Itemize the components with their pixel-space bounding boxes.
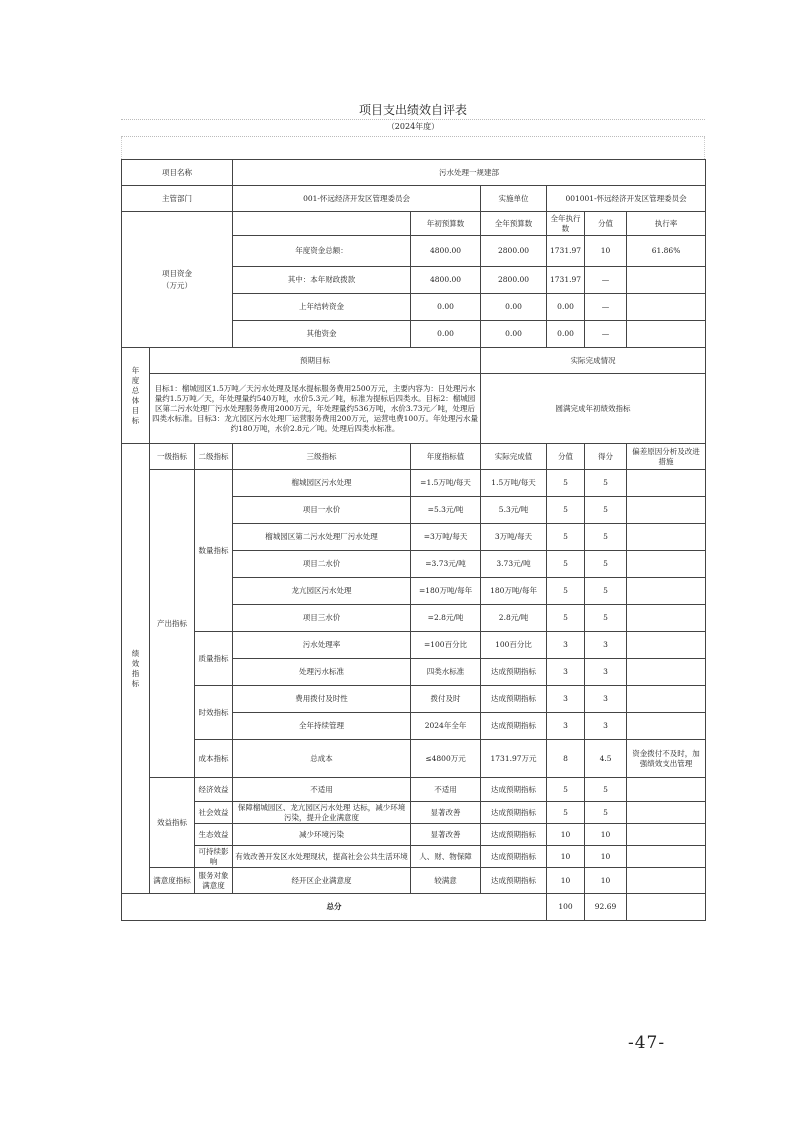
total-row <box>122 894 706 921</box>
timeliness-label: 时效指标 <box>195 686 233 740</box>
benefit-label: 效益指标 <box>150 778 195 868</box>
header-annual: 全年预算数 <box>481 212 547 236</box>
benefit-reason <box>627 824 706 846</box>
fund-annual: 2800.00 <box>481 267 547 294</box>
indicator-reason <box>627 605 706 632</box>
benefit-score: 10 <box>585 824 627 846</box>
satisfaction-level2: 服务对象满意度 <box>195 868 233 894</box>
indicator-target: 2024年全年 <box>411 713 481 740</box>
header-level1: 一级指标 <box>150 444 195 470</box>
indicator-score: 5 <box>585 497 627 524</box>
page-number: -47- <box>628 1033 666 1053</box>
satisfaction-label: 满意度指标 <box>150 868 195 894</box>
indicator-weight: 3 <box>547 686 585 713</box>
satisfaction-weight: 10 <box>547 868 585 894</box>
benefit-target: 显著改善 <box>411 802 481 824</box>
fund-weight: — <box>585 321 627 348</box>
indicator-name: 处理污水标准 <box>233 659 411 686</box>
benefit-target: 显著改善 <box>411 824 481 846</box>
header-weight: 分值 <box>585 212 627 236</box>
benefit-score: 5 <box>585 802 627 824</box>
fund-annual: 0.00 <box>481 321 547 348</box>
fund-initial: 0.00 <box>411 294 481 321</box>
header-level2: 二级指标 <box>195 444 233 470</box>
indicator-actual: 达成预期指标 <box>481 713 547 740</box>
header-reason: 偏差原因分析及改进措施 <box>627 444 706 470</box>
fund-rate: 61.86% <box>627 236 706 267</box>
row-funds-header <box>122 212 706 236</box>
fund-weight: — <box>585 294 627 321</box>
indicator-name: 榴城园区第二污水处理厂污水处理 <box>233 524 411 551</box>
benefit-actual: 达成预期指标 <box>481 802 547 824</box>
indicator-target: =3万吨/每天 <box>411 524 481 551</box>
indicator-weight: 5 <box>547 578 585 605</box>
fund-initial: 0.00 <box>411 321 481 348</box>
benefit-weight: 5 <box>547 778 585 802</box>
benefit-target: 不适用 <box>411 778 481 802</box>
fund-executed: 1731.97 <box>547 236 585 267</box>
fund-annual: 0.00 <box>481 294 547 321</box>
indicator-actual: 3万吨/每天 <box>481 524 547 551</box>
impl-value: 001001-怀远经济开发区管理委员会 <box>547 186 706 212</box>
indicator-target: =1.5万吨/每天 <box>411 470 481 497</box>
indicator-name: 污水处理率 <box>233 632 411 659</box>
benefit-weight: 5 <box>547 802 585 824</box>
header-initial: 年初预算数 <box>411 212 481 236</box>
benefit-row <box>122 824 706 846</box>
benefit-target: 人、财、物保障 <box>411 846 481 868</box>
total-label: 总分 <box>122 894 547 921</box>
indicator-weight: 3 <box>547 632 585 659</box>
goal-expected-text: 目标1：榴城园区1.5万吨／天污水处理及尾水提标服务费用2500万元，主要内容为：日处理污水量约1.5万吨／天，年处理量约540万吨，水价5.3元／吨，标准为提标后四类水。目标2：榴城园区第二污水处理厂污水处理服务费用2000万元，年处理量约536万吨，水价3.73元／吨，处理后四类水标准。目标3：龙亢园区污水处理厂运营服务费用200万元，运营电费100万。年处理污水量约180万吨，水价2.8元／吨。处理后四类水标准。 <box>150 374 481 444</box>
indicator-weight: 5 <box>547 605 585 632</box>
indicator-weight: 8 <box>547 740 585 778</box>
benefit-row <box>122 778 706 802</box>
dept-value: 001-怀远经济开发区管理委员会 <box>233 186 481 212</box>
row-indicator-header <box>122 444 706 470</box>
header-actual: 实际完成值 <box>481 444 547 470</box>
row-goal-header <box>122 348 706 374</box>
fund-weight: — <box>585 267 627 294</box>
dept-label: 主管部门 <box>122 186 233 212</box>
indicator-weight: 5 <box>547 497 585 524</box>
satisfaction-actual: 达成预期指标 <box>481 868 547 894</box>
indicator-target: =5.3元/吨 <box>411 497 481 524</box>
indicator-score: 5 <box>585 470 627 497</box>
cost-label: 成本指标 <box>195 740 233 778</box>
header-ind-score: 得分 <box>585 444 627 470</box>
fund-annual: 2800.00 <box>481 236 547 267</box>
indicator-actual: 2.8元/吨 <box>481 605 547 632</box>
benefit-reason <box>627 778 706 802</box>
total-weight: 100 <box>547 894 585 921</box>
indicator-target: 四类水标准 <box>411 659 481 686</box>
indicator-reason <box>627 470 706 497</box>
indicator-name: 榴城园区污水处理 <box>233 470 411 497</box>
indicator-name: 全年持续管理 <box>233 713 411 740</box>
fund-executed: 0.00 <box>547 294 585 321</box>
indicator-reason <box>627 497 706 524</box>
indicator-actual: 3.73元/吨 <box>481 551 547 578</box>
satisfaction-row <box>122 868 706 894</box>
indicator-actual: 1.5万吨/每天 <box>481 470 547 497</box>
indicator-name: 费用拨付及时性 <box>233 686 411 713</box>
indicator-actual: 1731.97万元 <box>481 740 547 778</box>
benefit-reason <box>627 846 706 868</box>
table-body <box>122 160 706 921</box>
indicator-score: 3 <box>585 659 627 686</box>
fund-executed: 0.00 <box>547 321 585 348</box>
benefit-weight: 10 <box>547 824 585 846</box>
indicator-row <box>122 686 706 713</box>
header-ind-weight: 分值 <box>547 444 585 470</box>
fund-weight: 10 <box>585 236 627 267</box>
indicator-actual: 达成预期指标 <box>481 659 547 686</box>
benefit-reason <box>627 802 706 824</box>
benefit-level2: 生态效益 <box>195 824 233 846</box>
fund-initial: 4800.00 <box>411 236 481 267</box>
indicator-score: 3 <box>585 713 627 740</box>
indicator-weight: 3 <box>547 713 585 740</box>
goal-actual-header: 实际完成情况 <box>481 348 706 374</box>
indicator-actual: 100百分比 <box>481 632 547 659</box>
indicator-reason <box>627 578 706 605</box>
satisfaction-name: 经开区企业满意度 <box>233 868 411 894</box>
indicator-target: =180万吨/每年 <box>411 578 481 605</box>
indicator-name: 项目三水价 <box>233 605 411 632</box>
benefit-row <box>122 846 706 868</box>
indicator-weight: 3 <box>547 659 585 686</box>
indicator-target: ≤4800万元 <box>411 740 481 778</box>
project-label: 项目名称 <box>122 160 233 186</box>
benefit-name: 保障榴城园区、龙亢园区污水处理 达标，减少环境污染，提升企业满意度 <box>233 802 411 824</box>
total-score: 92.69 <box>585 894 627 921</box>
indicator-reason: 资金拨付不及时，加强绩效支出管理 <box>627 740 706 778</box>
indicator-score: 4.5 <box>585 740 627 778</box>
row-goal-content <box>122 374 706 444</box>
fund-executed: 1731.97 <box>547 267 585 294</box>
indicator-actual: 5.3元/吨 <box>481 497 547 524</box>
impl-label: 实施单位 <box>481 186 547 212</box>
header-target: 年度指标值 <box>411 444 481 470</box>
fund-label: 年度资金总额： <box>233 236 411 267</box>
benefit-name: 有效改善开发区水处理现状，提高社会公共生活环境 <box>233 846 411 868</box>
indicator-weight: 5 <box>547 551 585 578</box>
indicator-score: 5 <box>585 578 627 605</box>
indicator-target: =100百分比 <box>411 632 481 659</box>
indicator-reason <box>627 686 706 713</box>
benefit-level2: 可持续影响 <box>195 846 233 868</box>
benefit-actual: 达成预期指标 <box>481 778 547 802</box>
total-reason <box>627 894 706 921</box>
indicator-name: 龙亢园区污水处理 <box>233 578 411 605</box>
indicator-weight: 5 <box>547 524 585 551</box>
benefit-row <box>122 802 706 824</box>
benefit-level2: 社会效益 <box>195 802 233 824</box>
indicator-section-label: 绩 效 指 标 <box>122 444 150 894</box>
goal-actual-text: 圆满完成年初绩效指标 <box>481 374 706 444</box>
indicator-score: 5 <box>585 551 627 578</box>
page-title: 项目支出绩效自评表 <box>121 101 705 120</box>
indicator-name: 项目一水价 <box>233 497 411 524</box>
quantity-label: 数量指标 <box>195 470 233 632</box>
project-value: 污水处理一规建部 <box>233 160 706 186</box>
benefit-score: 5 <box>585 778 627 802</box>
fund-initial: 4800.00 <box>411 267 481 294</box>
satisfaction-reason <box>627 868 706 894</box>
row-department <box>122 186 706 212</box>
indicator-target: 拨付及时 <box>411 686 481 713</box>
benefit-name: 不适用 <box>233 778 411 802</box>
funds-label: 项目资金 （万元） <box>122 212 233 348</box>
benefit-level2: 经济效益 <box>195 778 233 802</box>
benefit-score: 10 <box>585 846 627 868</box>
header-level3: 三级指标 <box>233 444 411 470</box>
indicator-row <box>122 470 706 497</box>
indicator-score: 3 <box>585 686 627 713</box>
goal-section-label: 年 度 总 体 目 标 <box>122 348 150 444</box>
indicator-name: 总成本 <box>233 740 411 778</box>
indicator-row <box>122 740 706 778</box>
indicator-score: 3 <box>585 632 627 659</box>
evaluation-sheet <box>121 101 705 921</box>
indicator-actual: 达成预期指标 <box>481 686 547 713</box>
indicator-score: 5 <box>585 605 627 632</box>
self-evaluation-table <box>121 159 706 921</box>
header-rate: 执行率 <box>627 212 706 236</box>
satisfaction-score: 10 <box>585 868 627 894</box>
fund-rate <box>627 267 706 294</box>
indicator-reason <box>627 551 706 578</box>
fund-rate <box>627 321 706 348</box>
benefit-name: 减少环境污染 <box>233 824 411 846</box>
report-year: （2024年度） <box>121 120 705 137</box>
indicator-weight: 5 <box>547 470 585 497</box>
benefit-weight: 10 <box>547 846 585 868</box>
benefit-actual: 达成预期指标 <box>481 824 547 846</box>
fund-rate <box>627 294 706 321</box>
fund-label: 其他资金 <box>233 321 411 348</box>
satisfaction-target: 较满意 <box>411 868 481 894</box>
header-executed: 全年执行数 <box>547 212 585 236</box>
indicator-name: 项目二水价 <box>233 551 411 578</box>
indicator-target: =3.73元/吨 <box>411 551 481 578</box>
row-project <box>122 160 706 186</box>
goal-expected-header: 预期目标 <box>150 348 481 374</box>
indicator-reason <box>627 524 706 551</box>
quality-label: 质量指标 <box>195 632 233 686</box>
output-label: 产出指标 <box>150 470 195 778</box>
indicator-score: 5 <box>585 524 627 551</box>
indicator-row <box>122 632 706 659</box>
indicator-reason <box>627 713 706 740</box>
indicator-reason <box>627 632 706 659</box>
indicator-actual: 180万吨/每年 <box>481 578 547 605</box>
fund-label: 上年结转资金 <box>233 294 411 321</box>
top-spacer <box>121 137 705 159</box>
fund-label: 其中：本年财政拨款 <box>233 267 411 294</box>
indicator-reason <box>627 659 706 686</box>
benefit-actual: 达成预期指标 <box>481 846 547 868</box>
indicator-target: =2.8元/吨 <box>411 605 481 632</box>
funds-header-blank <box>233 212 411 236</box>
